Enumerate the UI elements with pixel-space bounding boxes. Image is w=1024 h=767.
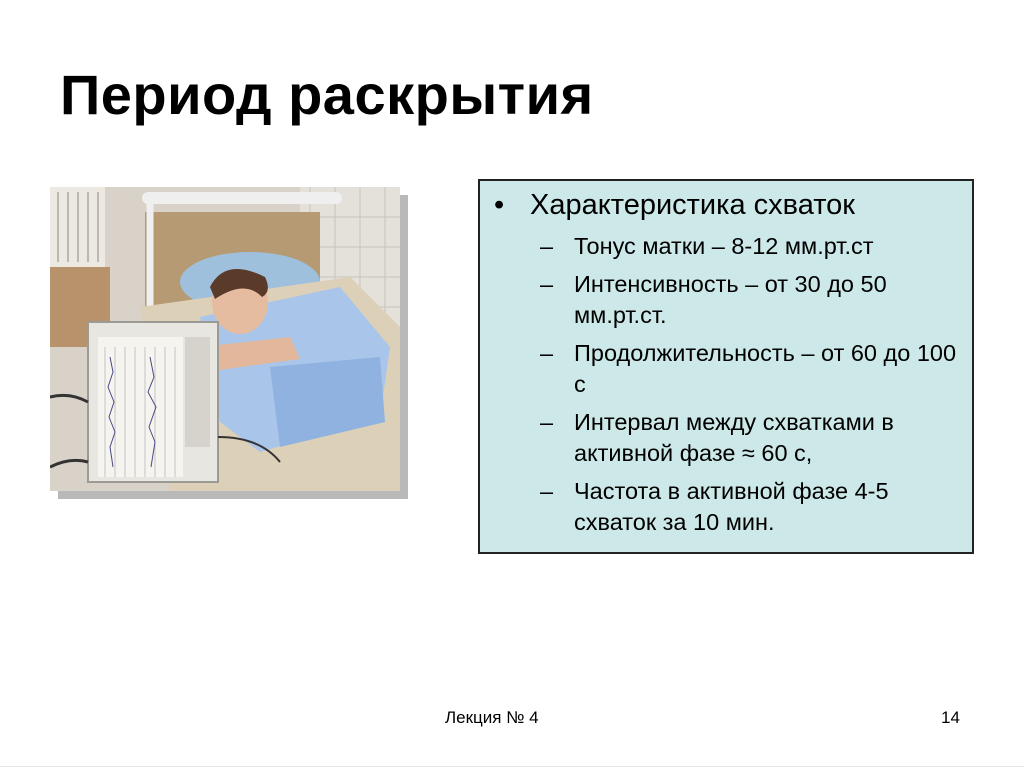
- sub-bullet-marker: –: [540, 409, 554, 435]
- sub-bullet-marker: –: [540, 478, 554, 504]
- sub-bullet-marker: –: [540, 271, 554, 297]
- patient-photo: [50, 187, 400, 491]
- contraction-characteristics-box: [478, 179, 974, 554]
- sub-bullet-item: [540, 231, 960, 262]
- sub-bullet-text: Интервал между схватками в активной фазе ≈ 60 с,: [574, 409, 894, 466]
- slide-number: 14: [941, 708, 960, 727]
- sub-bullet-list: [540, 231, 960, 545]
- main-bullet: [494, 189, 855, 222]
- sub-bullet-text: Частота в активной фазе 4-5 схваток за 10 мин.: [574, 478, 889, 535]
- sub-bullet-marker: –: [540, 233, 554, 259]
- sub-bullet-item: [540, 269, 960, 331]
- patient-with-ctg-monitor-photo: [50, 187, 400, 491]
- sub-bullet-item: [540, 338, 960, 400]
- photo-frame: [50, 187, 400, 491]
- slide-title: Период раскрытия: [60, 63, 594, 126]
- bullet-marker: •: [494, 189, 505, 221]
- sub-bullet-text: Продолжительность – от 60 до 100 с: [574, 340, 957, 397]
- sub-bullet-text: Тонус матки – 8-12 мм.рт.ст: [574, 233, 874, 259]
- sub-bullet-marker: –: [540, 340, 554, 366]
- sub-bullet-text: Интенсивность – от 30 до 50 мм.рт.ст.: [574, 271, 887, 328]
- footer-lecture-label: Лекция № 4: [445, 708, 539, 727]
- sub-bullet-item: [540, 407, 960, 469]
- sub-bullet-item: [540, 476, 960, 538]
- main-bullet-text: Характеристика схваток: [530, 189, 855, 221]
